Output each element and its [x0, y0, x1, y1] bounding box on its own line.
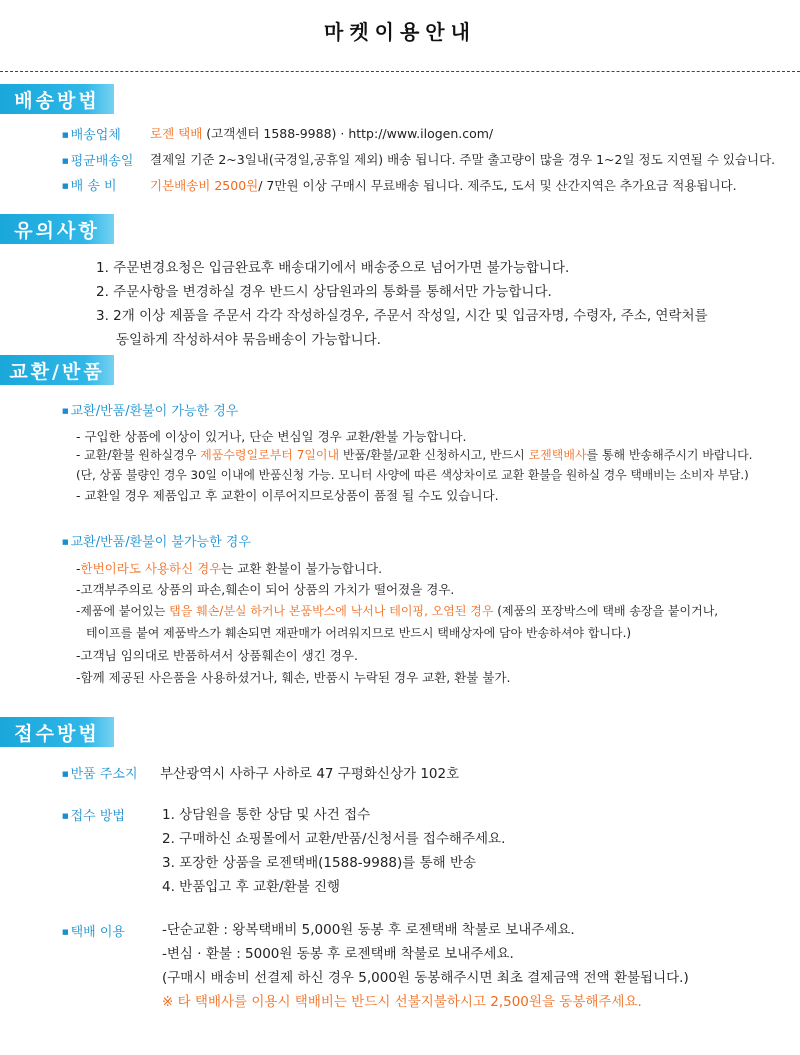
- receipt-method-1: 1. 상담원을 통한 상담 및 사건 접수: [162, 807, 371, 823]
- section-header-notice: 유의사항: [0, 214, 114, 244]
- exchange-impossible-2: -고객부주의로 상품의 파손,훼손이 되어 상품의 가치가 떨어졌을 경우.: [76, 582, 455, 597]
- receipt-courier-label: ■ 택배 이용: [62, 921, 125, 940]
- section-header-exchange: 교환/반품: [0, 355, 114, 385]
- exchange-impossible-5: -함께 제공된 사은품을 사용하셨거나, 훼손, 반품시 누락된 경우 교환, 환불 불가.: [76, 670, 511, 685]
- shipping-period-label: ■ 평균배송일: [62, 150, 133, 169]
- shipping-fee-label: ■ 배 송 비: [62, 175, 117, 194]
- exchange-possible-label: ■ 교환/반품/환불이 가능한 경우: [62, 400, 238, 419]
- receipt-courier-3: (구매시 배송비 선결제 하신 경우 5,000원 동봉해주시면 최초 결제금액 전액 환불됩니다.): [162, 970, 689, 986]
- exchange-impossible-3-b: (제품의 포장박스에 택배 송장을 붙이거나,: [493, 604, 719, 618]
- shipping-company-text: [150, 124, 493, 142]
- exchange-possible-2-hl2: 로젠택배사: [528, 448, 587, 462]
- receipt-courier-2: -변심 · 환불 : 5000원 동봉 후 로젠택배 착불로 보내주세요.: [162, 946, 514, 962]
- exchange-impossible-3-a: -제품에 붙어있는: [76, 604, 170, 618]
- exchange-impossible-1-b: 는 교환 환불이 불가능합니다.: [221, 561, 383, 576]
- shipping-company-highlight: 로젠 택배: [150, 126, 203, 141]
- exchange-possible-2-c: 를 통해 반송해주시기 바랍니다.: [586, 448, 753, 462]
- exchange-impossible-3: [76, 602, 718, 619]
- receipt-address-label: ■ 반품 주소지: [62, 763, 138, 782]
- exchange-impossible-3-hl: 탭을 훼손/분실 하거나 본품박스에 낙서나 테이핑, 오염된 경우: [169, 604, 494, 618]
- receipt-method-label: ■ 접수 방법: [62, 805, 125, 824]
- exchange-possible-2-hl1: 제품수령일로부터 7일이내: [200, 448, 340, 462]
- receipt-method-3: 3. 포장한 상품을 로젠택배(1588-9988)를 통해 반송: [162, 855, 477, 871]
- exchange-impossible-1-a: -: [76, 561, 81, 576]
- exchange-impossible-4: -고객님 임의대로 반품하셔서 상품훼손이 생긴 경우.: [76, 648, 358, 663]
- notice-item-1: 1. 주문변경요청은 입금완료후 배송대기에서 배송중으로 넘어가면 불가능합니다.: [96, 260, 570, 276]
- shipping-fee-info: / 7만원 이상 구매시 무료배송 됩니다. 제주도, 도서 및 산간지역은 추가요금 적용됩니다.: [258, 178, 737, 193]
- exchange-impossible-1: [76, 559, 382, 577]
- section-header-receipt: 접수방법: [0, 717, 114, 747]
- receipt-courier-1: -단순교환 : 왕복택배비 5,000원 동봉 후 로젠택배 착불로 보내주세요.: [162, 922, 575, 938]
- notice-item-2: 2. 주문사항을 변경하실 경우 반드시 상담원과의 통화를 통해서만 가능합니다.: [96, 284, 552, 300]
- exchange-impossible-3-cont: 테이프를 붙여 제품박스가 훼손되면 재판매가 어려워지므로 반드시 택배상자에 담아 반송하셔야 합니다.): [86, 626, 632, 640]
- receipt-address: 부산광역시 사하구 사하로 47 구평화신상가 102호: [160, 766, 460, 782]
- shipping-fee-text: [150, 176, 737, 194]
- shipping-period-text: 결제일 기준 2~3일내(국경일,공휴일 제외) 배송 됩니다. 주말 출고량이 많을 경우 1~2일 정도 지연될 수 있습니다.: [150, 152, 776, 167]
- shipping-fee-highlight: 기본배송비 2500원: [150, 178, 259, 193]
- receipt-method-4: 4. 반품입고 후 교환/환불 진행: [162, 879, 341, 895]
- section-header-shipping: 배송방법: [0, 84, 114, 114]
- exchange-impossible-label: ■ 교환/반품/환불이 불가능한 경우: [62, 531, 251, 550]
- shipping-company-info: (고객센터 1588-9988) · http://www.ilogen.com/: [202, 126, 494, 141]
- receipt-method-2: 2. 구매하신 쇼핑몰에서 교환/반품/신청서를 접수해주세요.: [162, 831, 506, 847]
- exchange-possible-1: - 구입한 상품에 이상이 있거나, 단순 변심일 경우 교환/환불 가능합니다.: [76, 429, 467, 444]
- notice-item-3-cont: 동일하게 작성하셔야 묶음배송이 가능합니다.: [116, 332, 381, 348]
- receipt-courier-4: ※ 타 택배사를 이용시 택배비는 반드시 선불지불하시고 2,500원을 동봉해주세요.: [162, 994, 642, 1010]
- exchange-possible-4: - 교환일 경우 제품입고 후 교환이 이루어지므로상품이 품절 될 수도 있습니다.: [76, 488, 499, 503]
- exchange-possible-2: [76, 446, 753, 463]
- exchange-impossible-1-hl: 한번이라도 사용하신 경우: [80, 561, 222, 576]
- divider: [0, 71, 800, 72]
- page-title: 마켓이용안내: [324, 20, 476, 44]
- notice-item-3: 3. 2개 이상 제품을 주문서 각각 작성하실경우, 주문서 작성일, 시간 및 입금자명, 수령자, 주소, 연락처를: [96, 308, 708, 324]
- exchange-possible-2-b: 반품/환불/교환 신청하시고, 반드시: [339, 448, 529, 462]
- exchange-possible-3: (단, 상품 불량인 경우 30일 이내에 반품신청 가능. 모니터 사양에 따른 색상차이로 교환 환불을 원하실 경우 택배비는 소비자 부담.): [76, 468, 749, 482]
- exchange-possible-2-a: - 교환/환불 원하실경우: [76, 448, 201, 462]
- shipping-company-label: ■ 배송업체: [62, 124, 121, 143]
